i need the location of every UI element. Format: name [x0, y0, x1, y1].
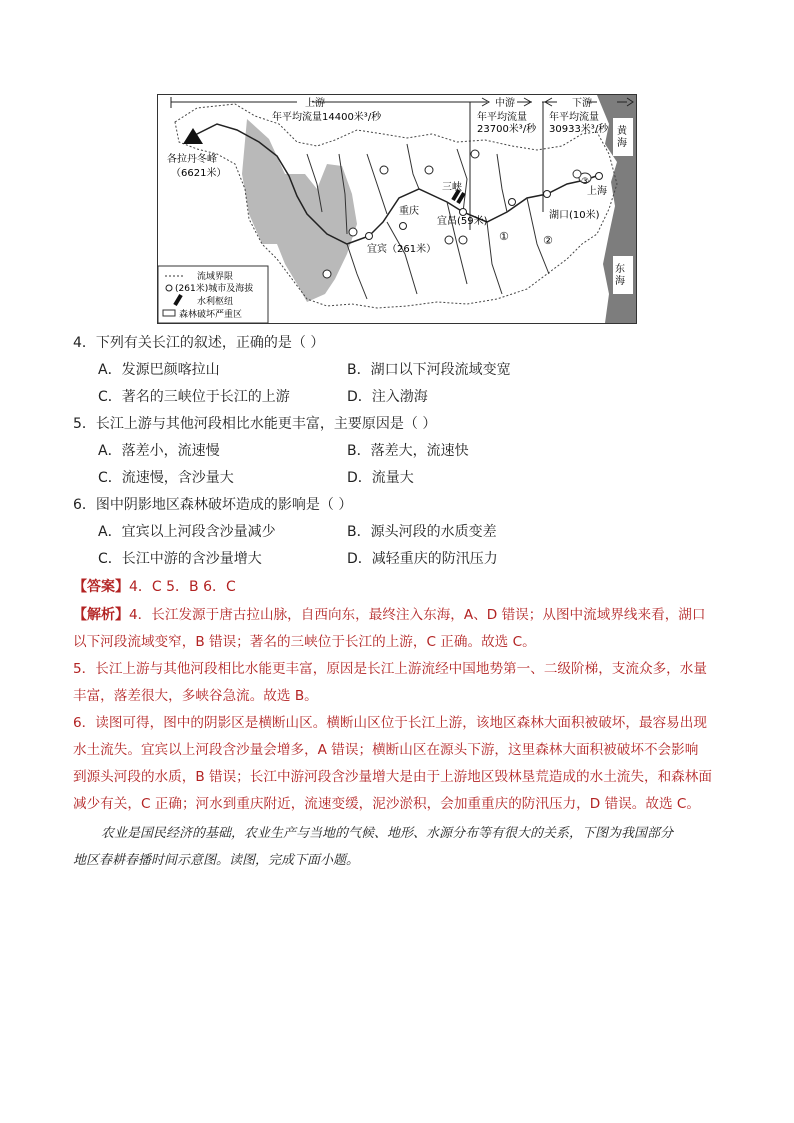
- q6-stem: 6．图中阴影地区森林破坏造成的影响是（ ）: [73, 497, 353, 513]
- q4-option-c: C．著名的三峡位于长江的上游: [98, 389, 290, 405]
- q5-option-a: A．落差小，流速慢: [98, 443, 220, 459]
- lower-flow-2: 30933米³/秒: [549, 124, 609, 135]
- q5-option-d: D．流量大: [347, 470, 414, 486]
- huanghai-label-2: 海: [617, 138, 627, 149]
- sanxia-label: 三峡: [442, 182, 462, 193]
- hukou-label: 湖口(10米): [549, 210, 600, 221]
- yangtze-map-svg: [157, 94, 637, 324]
- answer-text: 4．C 5．B 6．C: [129, 579, 236, 595]
- yangtze-map: [157, 94, 637, 324]
- middle-flow-2: 23700米³/秒: [477, 124, 537, 135]
- analysis-text-1: 4．长江发源于唐古拉山脉，自西向东，最终注入东海，A、D 错误；从图中流域界线来看，湖口: [129, 607, 706, 623]
- lower-label: 下游: [572, 98, 592, 109]
- city-hukou-marker: [544, 191, 551, 198]
- analysis-line-3: 5．长江上游与其他河段相比水能更丰富，原因是长江上游流经中国地势第一、二级阶梯，支流众多，水量: [73, 661, 707, 677]
- answer-row: [73, 577, 236, 597]
- q5-option-b: B．落差大，流速快: [347, 443, 469, 459]
- middle-flow-1: 年平均流量: [477, 112, 527, 123]
- huanghai-label-1: 黄: [617, 126, 627, 137]
- analysis-line-2: 以下河段流域变窄，B 错误；著名的三峡位于长江的上游，C 正确。故选 C。: [73, 634, 536, 650]
- city-chongqing-marker: [400, 223, 407, 230]
- q4-option-d: D．注入渤海: [347, 389, 428, 405]
- q5-stem: 5．长江上游与其他河段相比水能更丰富，主要原因是（ ）: [73, 416, 437, 432]
- next-section-intro-2: 地区春耕春播时间示意图。读图，完成下面小题。: [73, 853, 360, 868]
- legend-dam: 水利枢纽: [197, 297, 234, 307]
- upper-flow: 年平均流量14400米³/秒: [272, 112, 382, 123]
- answer-label: 【答案】: [73, 579, 129, 595]
- yibin-label: 宜宾（261米）: [367, 244, 437, 255]
- q5-option-c: C．流速慢，含沙量大: [98, 470, 234, 486]
- yichang-label: 宜昌(59米): [437, 216, 488, 227]
- legend-city: (261米)城市及海拔: [175, 284, 254, 294]
- peak-elevation: （6621米）: [171, 168, 227, 179]
- middle-label: 中游: [495, 98, 515, 109]
- analysis-line-5: 6．读图可得，图中的阴影区是横断山区。横断山区位于长江上游，该地区森林大面积被破坏，最容易出现: [73, 715, 707, 731]
- q6-option-d: D．减轻重庆的防汛压力: [347, 551, 498, 567]
- q6-option-c: C．长江中游的含沙量增大: [98, 551, 262, 567]
- lower-flow-1: 年平均流量: [549, 112, 599, 123]
- legend-boundary: 流域界限: [197, 272, 234, 282]
- chongqing-label: 重庆: [399, 206, 419, 217]
- analysis-line-1: [73, 605, 733, 625]
- q4-option-b: B．湖口以下河段流域变宽: [347, 362, 511, 378]
- upper-label: 上游: [305, 98, 325, 109]
- q4-stem: 4．下列有关长江的叙述，正确的是（ ）: [73, 335, 325, 351]
- analysis-line-7: 到源头河段的水质，B 错误；长江中游河段含沙量增大是由于上游地区毁林垦荒造成的水土流失，和森林面: [73, 769, 712, 785]
- city-yichang-marker: [460, 209, 467, 216]
- mark-3: ③: [581, 177, 590, 187]
- mark-2: ②: [543, 234, 553, 247]
- donghai-label-1: 东: [615, 264, 625, 275]
- analysis-label: 【解析】: [73, 607, 129, 623]
- next-section-intro-1: 农业是国民经济的基础，农业生产与当地的气候、地形、水源分布等有很大的关系，下图为我国部分: [101, 826, 674, 841]
- city-shanghai-marker: [596, 173, 603, 180]
- legend-forest: 森林破坏严重区: [179, 310, 243, 320]
- mark-1: ①: [499, 230, 509, 243]
- q6-option-a: A．宜宾以上河段含沙量减少: [98, 524, 276, 540]
- q6-option-b: B．源头河段的水质变差: [347, 524, 497, 540]
- analysis-line-6: 水土流失。宜宾以上河段含沙量会增多，A 错误；横断山区在源头下游，这里森林大面积被破坏不会影响: [73, 742, 699, 758]
- donghai-label-2: 海: [615, 276, 625, 287]
- peak-name: 各拉丹冬峰: [167, 154, 217, 165]
- city-yibin-marker: [366, 233, 373, 240]
- analysis-line-4: 丰富，落差很大，多峡谷急流。故选 B。: [73, 688, 318, 704]
- shanghai-label: 上海: [587, 186, 607, 197]
- q4-option-a: A．发源巴颜喀拉山: [98, 362, 220, 378]
- analysis-line-8: 减少有关，C 正确；河水到重庆附近，流速变缓，泥沙淤积，会加重重庆的防汛压力，D 错误。故选 C。: [73, 796, 700, 812]
